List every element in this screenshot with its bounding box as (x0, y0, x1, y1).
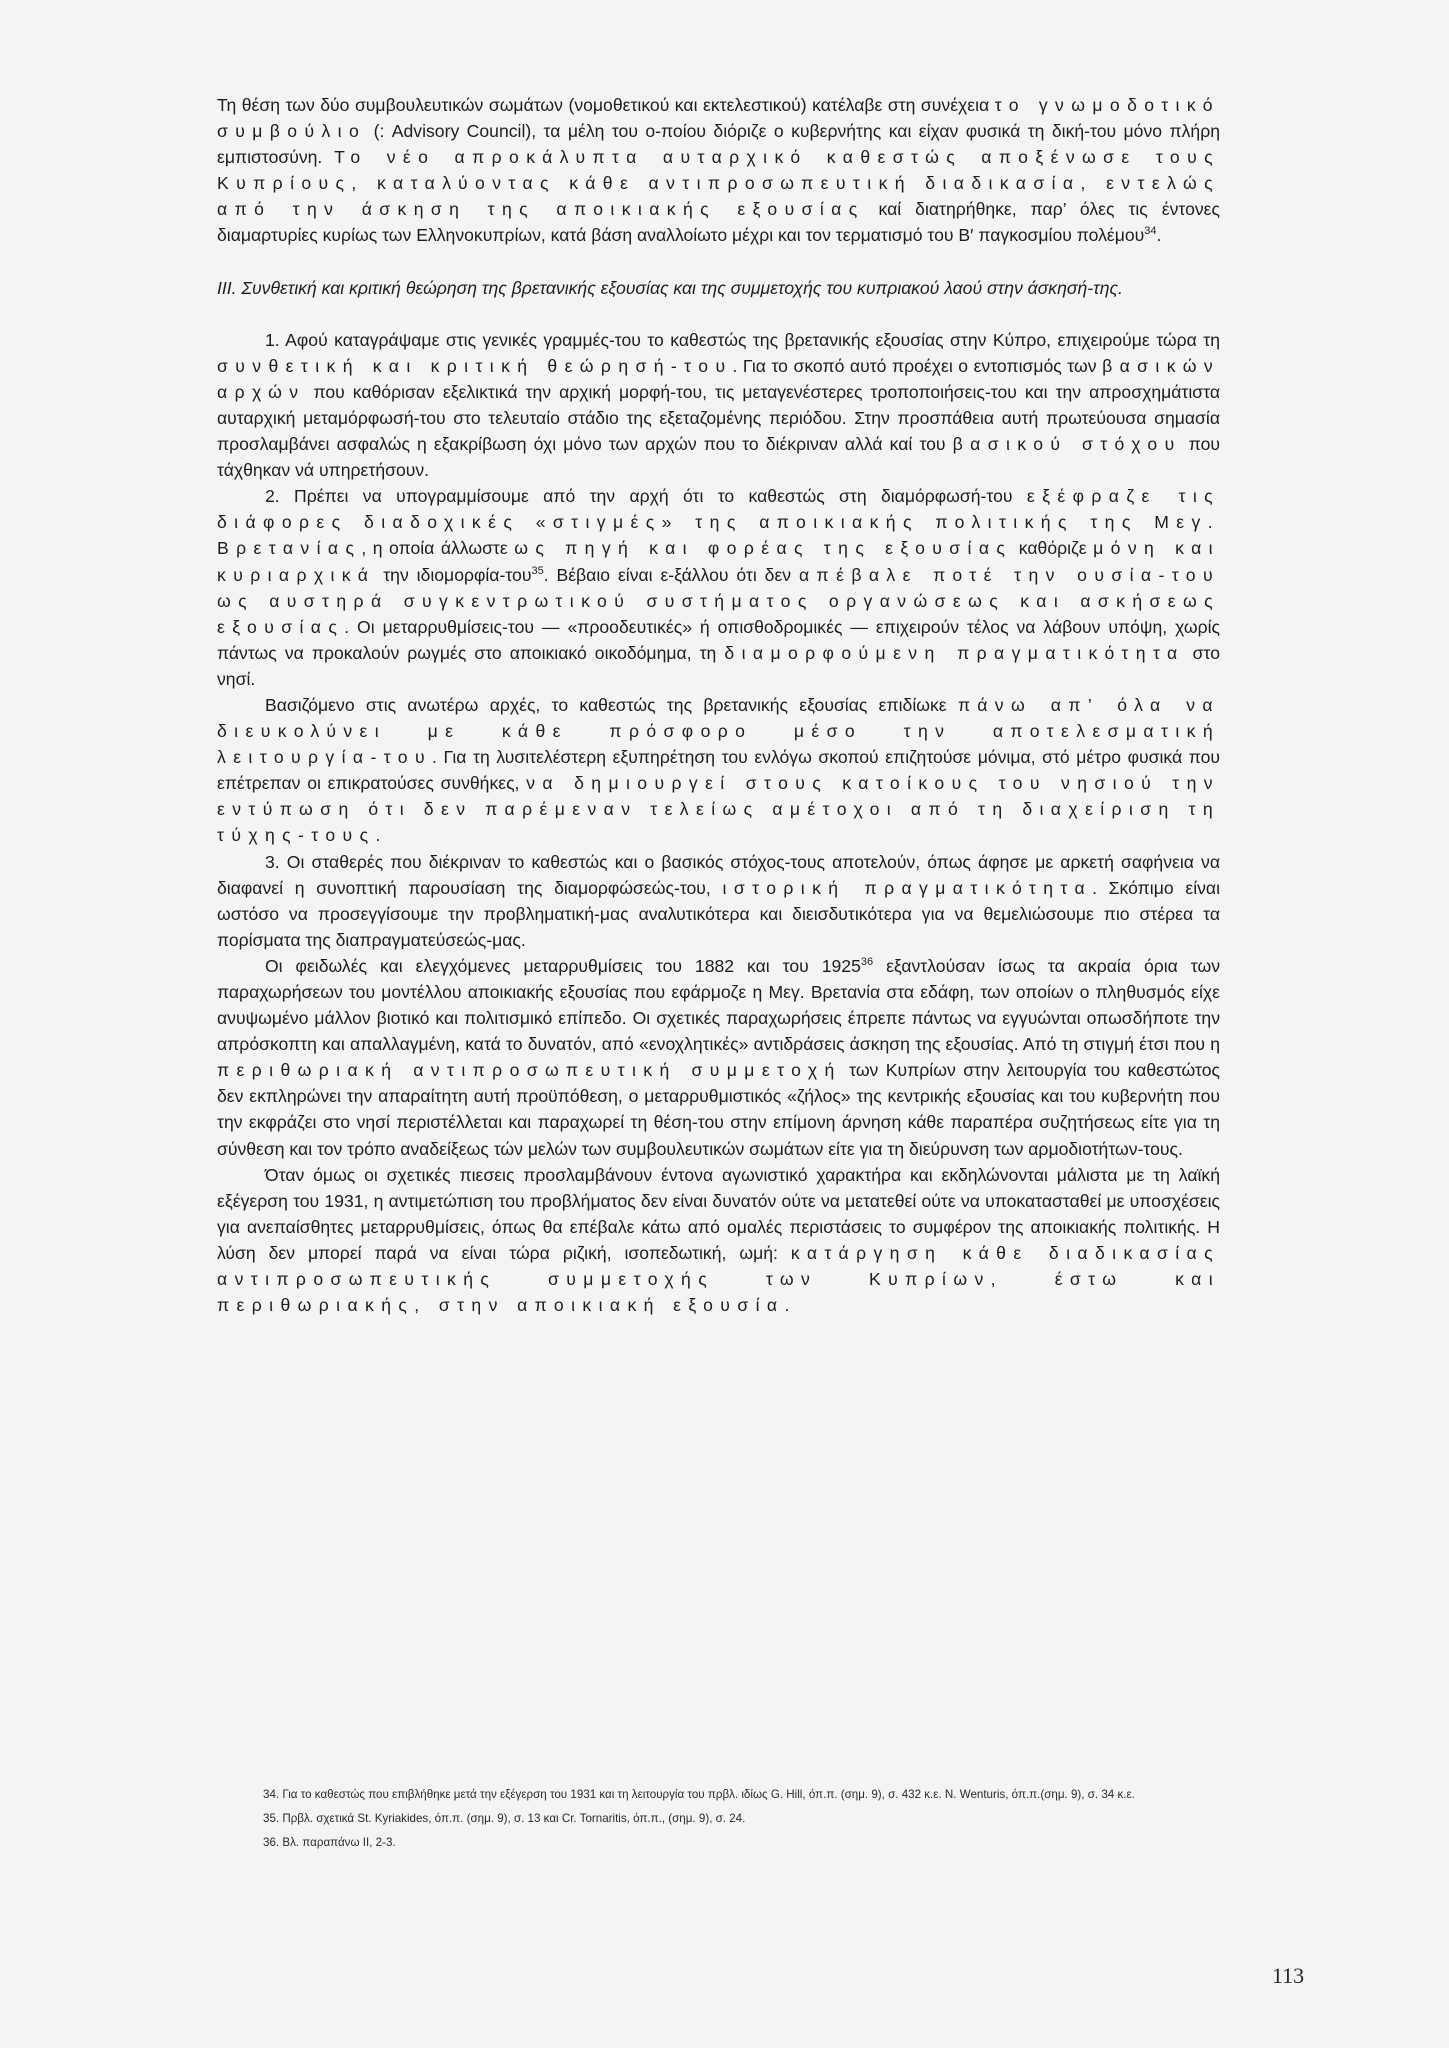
paragraph-7: Όταν όμως οι σχετικές πιεσεις προσλαμβάνουν έντονα αγωνιστικό χαρακτήρα και εκδηλώνονται μάλιστα με τη λαϊκή εξέγερση του 1931, η αντιμετώπιση του προβλήματος δεν είναι δυνατόν ούτε να μετατεθεί ούτε να υποκατασταθεί με υποσχέσεις για ανεπαίσθητες μεταρρυθμίσεις, όπως θα επέβαλε κάτω από ομαλές περιστάσεις το συμφέρον της αποικιακής πολιτικής. Η λύση δεν μπορεί παρά να είναι τώρα ριζική, ισοπεδωτική, ωμή: κατάργηση κάθε διαδικασίας αντιπροσωπευτικής συμμετοχής των Κυπρίων, έστω και περιθωριακής, στην αποικιακή εξουσία. (217, 1164, 1220, 1316)
footnote-ref-36: 36 (860, 956, 874, 969)
spaced-term: κατάργηση κάθε διαδικασίας αντιπροσωπευτικής συμμετοχής των Κυπρίων, έστω και περιθωριακής, στην αποικιακή εξουσία (217, 1242, 1220, 1316)
paragraph-6: Οι φειδωλές και ελεγχόμενες μεταρρυθμίσεις του 1882 και του 1925$^{36}$ εξαντλούσαν ίσως τα ακραία όρια των παραχωρήσεων του μοντέλλου αποικιακής εξουσίας που εφάρμοζε η Μεγ. Βρετανία στα εδάφη, των οποίων ο πληθυσμός είχε ανυψωμένο μάλλον βιοτικό και πολιτισμικό επίπεδο. Οι σχετικές παραχωρήσεις έπρεπε πάντως να εγγυώνται οπωσδήποτε την απρόσκοπτη και απαλλαγμένη, κατά το δυνατόν, από «ενοχλητικές» αντιδράσεις άσκηση της εξουσίας. Από τη στιγμή έτσι που η περιθωριακή αντιπροσωπευτική συμμετοχή των Κυπρίων στην λειτουργία του καθεστώτος δεν εκπληρώνει την απαραίτητη αυτή προϋπόθεση, ο μεταρρυθμιστικός «ζήλος» της κεντρικής εξουσίας και του κυβερνήτη που την εκφράζει στο νησί περιστέλλεται και παραχωρεί τη θέση-του στην επίμονη άρνηση κάθε παραπέρα συζητήσεως είτε για τη σύνθεση και τον τρόπο αναδείξεως τών μελών των συμβουλευτικών σωμάτων είτε για τη διεύρυνση των αρμοδιοτήτων-τους. (217, 955, 1221, 1159)
paragraph-5: 3. Οι σταθερές που διέκριναν το καθεστώς και ο βασικός στόχος-τους αποτελούν, όπως άφησε με αρκετή σαφήνεια να διαφανεί η συνοπτική παρουσίαση της διαμορφώσεώς-του, ιστορική πραγματικότητα. Σκόπιμο είναι ωστόσο να προσεγγίσουμε την προβληματική-μας αναλυτικότερα και διεισδυτικότερα για να θεμελιώσουμε πιο στέρεα τα πορίσματα της διαπραγματεύσεώς-μας. (217, 851, 1220, 950)
paragraph-1: Τη θέση των δύο συμβουλευτικών σωμάτων (νομοθετικού και εκτελεστικού) κατέλαβε στη συνέχεια το γνωμοδοτικό συμβούλιο (: Advisory Council), τα μέλη του ο-ποίου διόριζε ο κυβερνήτης και είχαν φυσικά τη δική-του μόνο πλήρη εμπιστοσύνη. Το νέο απροκάλυπτα αυταρχικό καθεστώς αποξένωσε τους Κυπρίους, καταλύοντας κάθε αντιπροσωπευτική διαδικασία, εντελώς από την άσκηση της αποικιακής εξουσίας καί διατηρήθηκε, παρ’ όλες τις έντονες διαμαρτυρίες κυρίως των Ελληνοκυπρίων, κατά βάση αναλλοίωτο μέχρι και τον τερματισμό του Β′ παγκοσμίου πολέμου$^{34}$. (217, 95, 1220, 246)
paragraph-4: Βασιζόμενο στις ανωτέρω αρχές, το καθεστώς της βρετανικής εξουσίας επιδίωκε πάνω απ’ όλα να διευκολύνει με κάθε πρόσφορο μέσο την αποτελεσματική λειτουργία-του. Για τη λυσιτελέστερη εξυπηρέτηση του ενλόγω σκοπού επιζητούσε μόνιμα, στό μέτρο φυσικά που επέτρεπαν οι επικρατούσες συνθήκες, να δημιουργεί στους κατοίκους του νησιού την εντύπωση ότι δεν παρέμεναν τελείως αμέτοχοι από τη διαχείριση τη τύχης-τους. (217, 694, 1220, 846)
footnote-34: 34. Για το καθεστώς που επιβλήθηκε μετά την εξέγερση του 1931 και τη λειτουργία του πρβλ. ιδίως G. Hill, όπ.π. (σημ. 9), σ. 432 κ.ε. N. Wenturis, όπ.π.(σημ. 9), σ. 34 κ.ε. (263, 1788, 1135, 1801)
paragraph-3: 2. Πρέπει να υπογραμμίσουμε από την αρχή ότι το καθεστώς στη διαμόρφωσή-του εξέφραζε τις διάφορες διαδοχικές «στιγμές» της αποικιακής πολιτικής της Μεγ. Βρετανίας, η οποία άλλωστε ως πηγή και φορέας της εξουσίας καθόριζε μόνη και κυριαρχικά την ιδιομορφία-του$^{35}$. Βέβαιο είναι ε-ξάλλου ότι δεν απέβαλε ποτέ την ουσία-του ως αυστηρά συγκεντρωτικού συστήματος οργανώσεως και ασκήσεως εξουσίας. Οι μεταρρυθμίσεις-του — «προοδευτικές» ή οπισθοδρομικές — επιχειρούν τέλος να λάβουν υπόψη, χωρίς πάντως να προκαλούν ρωγμές στο αποικιακό οικοδόμημα, τη διαμορφούμενη πραγματικότητα στο νησί. (217, 486, 1221, 689)
footnote-ref-34: 34 (1144, 225, 1157, 238)
paragraph-2: 1. Αφού καταγράψαμε στις γενικές γραμμές-του το καθεστώς της βρετανικής εξουσίας στην Κύπρο, επιχειρούμε τώρα τη συνθετική και κριτική θεώρησή-του. Για το σκοπό αυτό προέχει ο εντοπισμός των βασικών αρχών που καθόρισαν εξελικτικά την αρχική μορφή-του, τις μεταγενέστερες τροποποιήσεις-του και την απροσχημάτιστα αυταρχική μεταμόρφωσή-του στο τελευταίο στάδιο της εξεταζομένης περιόδου. Στην προσπάθεια αυτή πρωτεύουσα σημασία προσλαμβάνει ασφαλώς η εξακρίβωση όχι μόνο των αρχών που το διέκριναν αλλά καί του βασικού στόχου που τάχθηκαν νά υπηρετήσουν. (217, 329, 1221, 481)
spaced-term: ιστορική πραγματικότητα (722, 877, 1093, 898)
spaced-term: βασικού στόχου (952, 434, 1182, 455)
spaced-term: βασικών αρχών (217, 355, 1221, 402)
footnotes (217, 1786, 1220, 1858)
spaced-term: ως πηγή και φορέας της εξουσίας (514, 538, 1013, 559)
document-body (217, 92, 1220, 1318)
section-heading: III. Συνθετική και κριτική θεώρηση της βρετανικής εξουσίας και της συμμετοχής του κυπριακού λαού στην άσκησή-της. (217, 277, 1123, 298)
spaced-term: διαμορφούμενη πραγματικότητα (724, 642, 1185, 663)
spaced-term: πάνω απ’ όλα να διευκολύνει με κάθε πρόσφορο μέσο την αποτελεσματική λειτουργία-του (217, 694, 1220, 768)
footnote-35: 35. Πρβλ. σχετικά St. Kyriakides, όπ.π. (σημ. 9), σ. 13 και Cr. Tornaritis, όπ.π., (σημ. 9), σ. 24. (263, 1812, 746, 1825)
spaced-term: συνθετική και κριτική θεώρησή-του (217, 355, 733, 376)
footnote-36: 36. Βλ. παραπάνω II, 2-3. (263, 1836, 396, 1849)
spaced-term: εξέφραζε τις διάφορες διαδοχικές «στιγμές» της αποικιακής πολιτικής της Μεγ. Βρετανίας (217, 486, 1220, 559)
spaced-term: να δημιουργεί στους κατοίκους του νησιού την εντύπωση ότι δεν παρέμεναν τελείως αμέτοχοι από τη διαχείριση τη τύχης-τους (217, 773, 1220, 846)
spaced-term: περιθωριακή αντιπροσωπευτική συμμετοχή (217, 1060, 842, 1081)
page-number: 113 (1272, 1963, 1305, 1988)
spaced-term: μόνη και κυριαρχικά (217, 538, 1220, 585)
spaced-term: Το νέο απροκάλυπτα αυταρχικό καθεστώς αποξένωσε τους Κυπρίους, καταλύοντας κάθε αντιπροσωπευτική διαδικασία, εντελώς από την άσκηση της αποικιακής εξουσίας (217, 147, 1220, 220)
spaced-term: απέβαλε ποτέ την ουσία-του ως αυστηρά συγκεντρωτικού συστήματος οργανώσεως και ασκήσεως εξουσίας (217, 564, 1220, 637)
spaced-term: το γνωμοδοτικό συμβούλιο (217, 95, 1220, 142)
footnote-ref-35: 35 (531, 564, 544, 577)
